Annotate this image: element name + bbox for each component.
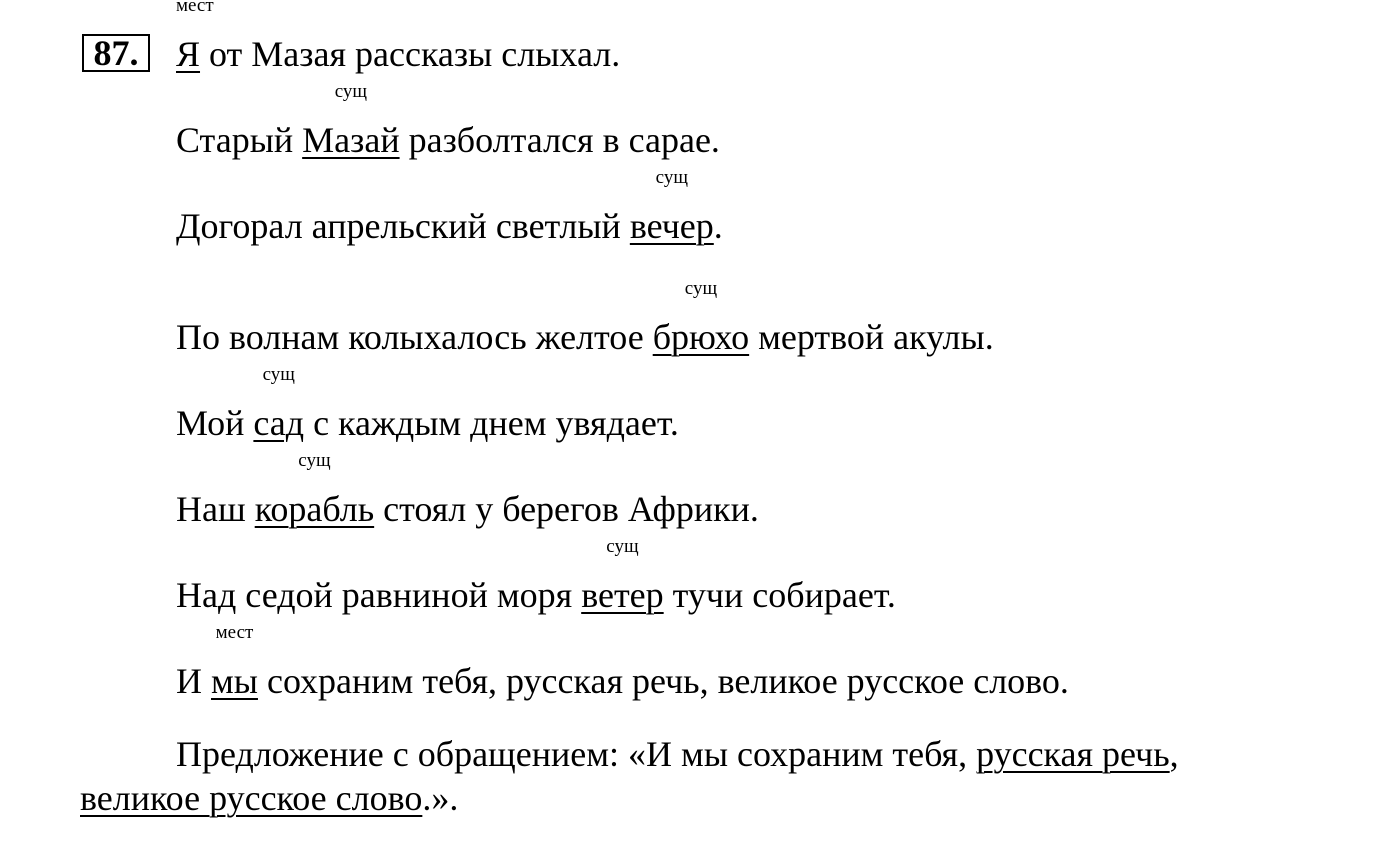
subject-word: корабль	[254, 489, 375, 529]
sentence-text-after: .	[713, 206, 723, 246]
sentence-text-before: Над седой равниной моря	[176, 575, 582, 615]
sentence-text-after: от Мазая рассказы слыхал.	[200, 34, 621, 74]
subject-word: Мазай	[302, 120, 400, 160]
sentence-text-before: Мой	[176, 403, 254, 443]
underlined-word	[254, 450, 375, 529]
sentence-text-before: Наш	[176, 489, 255, 529]
underlined-word	[581, 536, 664, 615]
part-of-speech-label: мест	[176, 0, 214, 16]
part-of-speech-label: сущ	[684, 278, 718, 299]
conclusion-text-after: .».	[422, 778, 459, 818]
sentence-text-before: По волнам колыхалось желтое	[176, 317, 653, 357]
sentence-text-after: стоял у берегов Африки.	[374, 489, 759, 529]
part-of-speech-label: сущ	[606, 536, 639, 557]
task-number: 87.	[82, 34, 150, 72]
part-of-speech-label: сущ	[655, 167, 688, 188]
underlined-word	[176, 0, 214, 74]
address-phrase-1: русская речь	[976, 734, 1170, 774]
subject-word: брюхо	[652, 317, 750, 357]
sentence-6	[176, 450, 759, 529]
part-of-speech-label: сущ	[262, 364, 295, 385]
sentence-text-after: мертвой акулы.	[749, 317, 994, 357]
sentence-text-after: с каждым днем увядает.	[304, 403, 679, 443]
sentence-text-after: тучи собирает.	[663, 575, 896, 615]
sentence-4	[176, 278, 994, 357]
underlined-word	[629, 167, 714, 246]
sentence-text-before: Догорал апрельский светлый	[176, 206, 630, 246]
subject-word: вечер	[629, 206, 714, 246]
sentence-1	[176, 0, 621, 74]
subject-word: сад	[253, 403, 305, 443]
subject-word: Я	[176, 34, 201, 74]
sentence-5	[176, 364, 679, 443]
sentence-text-before: И	[176, 661, 211, 701]
sentence-text-after: сохраним тебя, русская речь, великое русское слово.	[257, 661, 1069, 701]
sentence-2	[176, 81, 720, 160]
subject-word: мы	[211, 661, 258, 701]
address-phrase-2: великое русское слово	[80, 778, 423, 818]
subject-word: ветер	[581, 575, 664, 615]
conclusion-paragraph	[80, 732, 1270, 820]
sentence-text-after: разболтался в сарае.	[399, 120, 720, 160]
part-of-speech-label: мест	[215, 622, 254, 643]
part-of-speech-label: сущ	[298, 450, 331, 471]
sentence-text-before: Старый	[176, 120, 303, 160]
underlined-word	[211, 622, 258, 701]
sentence-8	[176, 622, 1069, 701]
underlined-word	[302, 81, 400, 160]
sentence-7	[176, 536, 896, 615]
conclusion-separator: ,	[1169, 734, 1179, 774]
part-of-speech-label: сущ	[334, 81, 368, 102]
underlined-word	[652, 278, 750, 357]
sentence-3	[176, 167, 723, 246]
underlined-word	[253, 364, 305, 443]
conclusion-text-before: Предложение с обращением: «И мы сохраним тебя,	[176, 734, 977, 774]
